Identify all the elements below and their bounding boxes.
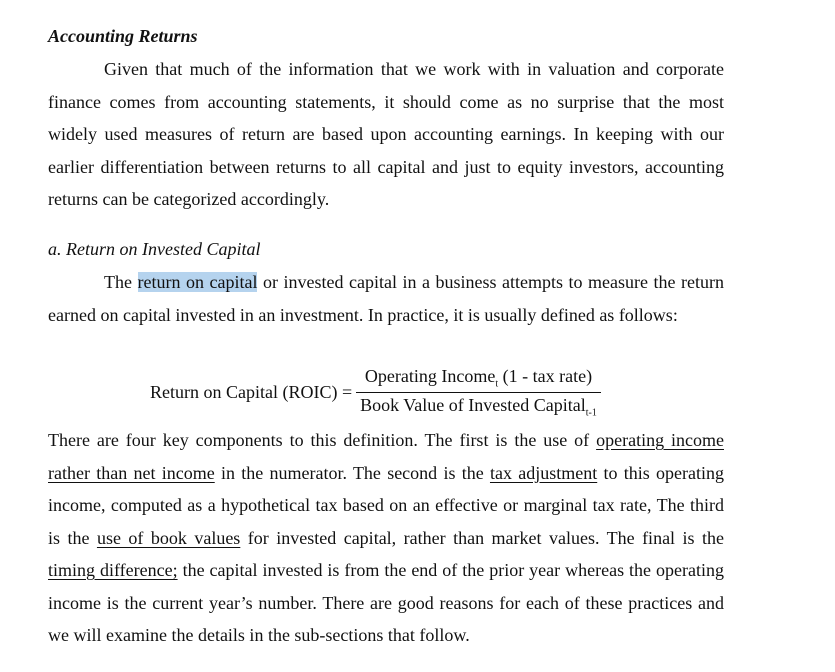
- formula-lhs: Return on Capital (ROIC) =: [150, 381, 353, 402]
- components-text-1: There are four key components to this definition. The first is the use of: [48, 430, 597, 450]
- components-text-3: to this operating income, computed as a hypothetical tax based on an effective or marginal tax rate, The third is the: [48, 462, 724, 548]
- components-text-5: the capital invested is from the end of the prior year whereas the operating income is the current year’s number. There are good reasons for each of these practices and we will examine the details in the sub-sections that follow.: [48, 560, 724, 645]
- link-tax-adjustment[interactable]: tax adjustment: [489, 462, 598, 483]
- denominator-term: Book Value of Invested Capital: [360, 394, 586, 415]
- numerator-subscript: t: [495, 378, 499, 390]
- roic-formula: [150, 366, 601, 418]
- formula-denominator: [356, 393, 601, 419]
- p1-post-text: or invested capital in a business attempts to measure the return earned on capital invested in an investment. In practice, it is usually defined as follows:: [48, 272, 725, 325]
- numerator-tax-term: (1 - tax rate): [498, 366, 593, 386]
- components-text-2: in the numerator. The second is the: [214, 462, 490, 483]
- components-paragraph: [48, 424, 724, 652]
- intro-paragraph: Given that much of the information that we work with in valuation and corporate finance comes from accounting statements, it should come as no surprise that the most widely used measures of return are based upon accounting earnings. In keeping with our earlier differentiation between returns to all capital and just to equity investors, accounting returns can be categorized accordingly.: [48, 59, 724, 209]
- components-text-4: for invested capital, rather than market values. The final is the: [240, 527, 724, 548]
- formula-numerator: [361, 366, 596, 392]
- link-timing-difference[interactable]: timing difference;: [48, 560, 178, 580]
- highlighted-text[interactable]: return on capital: [137, 272, 258, 292]
- denominator-subscript: t-1: [585, 407, 597, 419]
- p1-pre-text: The: [104, 272, 138, 292]
- roic-definition-paragraph: [48, 266, 724, 331]
- numerator-term: Operating Income: [364, 366, 496, 386]
- formula-fraction: [356, 366, 601, 418]
- subsection-heading: a. Return on Invested Capital: [48, 239, 261, 259]
- link-book-values[interactable]: use of book values: [96, 527, 241, 548]
- section-heading: Accounting Returns: [48, 26, 198, 46]
- link-operating-income[interactable]: operating income rather than net income: [48, 430, 724, 483]
